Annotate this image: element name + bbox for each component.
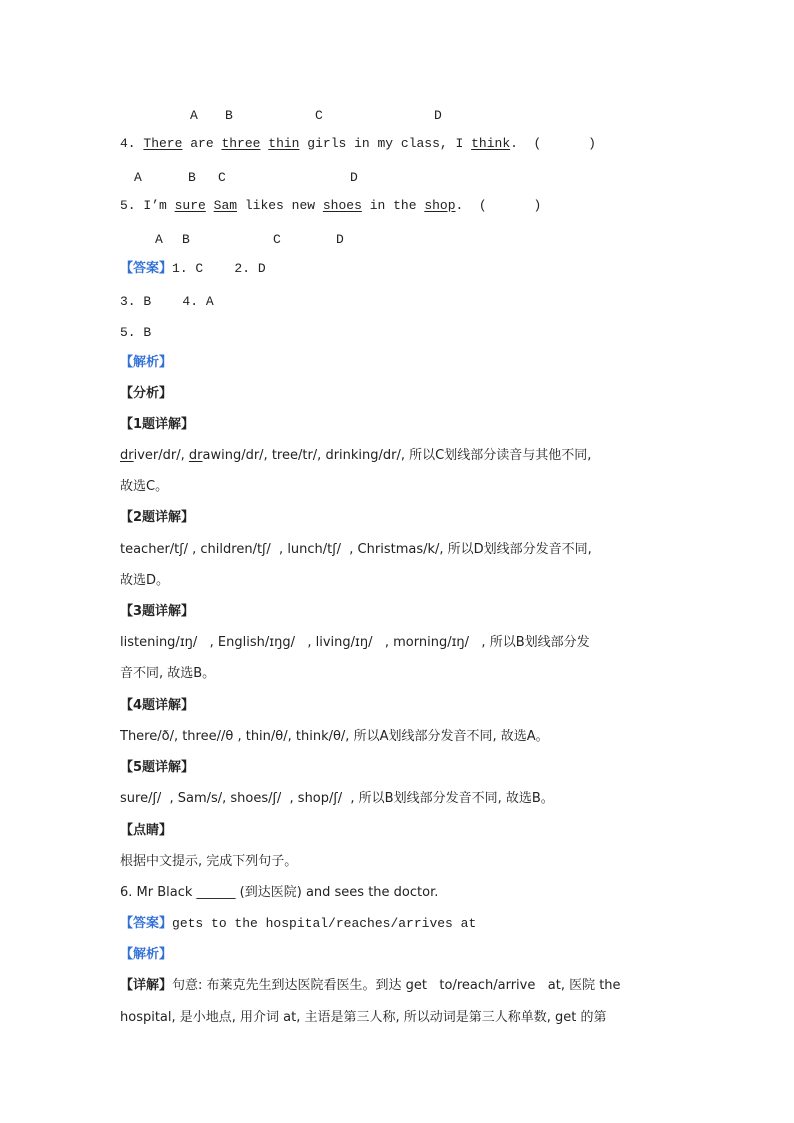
q6-analysis-tag: 【解析】	[120, 947, 173, 962]
detail-4-heading: 【4题详解】	[120, 698, 195, 713]
option-a: A	[134, 170, 142, 185]
detail-1-heading: 【1题详解】	[120, 417, 195, 432]
analysis-tag: 【解析】	[120, 355, 173, 370]
detail-5-text: sure/ʃ/ , Sam/s/, shoes/ʃ/ , shop/ʃ/ , 所以B划线部分发音不同, 故选B。	[120, 791, 554, 806]
detail-3-text: listening/ɪŋ/ , English/ɪŋg/ , living/ɪŋ/ , morning/ɪŋ/ , 所以B划线部分发	[120, 635, 590, 650]
answer-tag: 【答案】	[120, 916, 173, 931]
tips-heading: 【点睛】	[120, 823, 173, 838]
answer-tag: 【答案】	[120, 261, 173, 276]
option-b: B	[182, 232, 190, 247]
option-c: C	[218, 170, 226, 185]
detail-2-heading: 【2题详解】	[120, 510, 195, 525]
detail-2-conclusion: 故选D。	[120, 573, 170, 588]
q6-answer: 【答案】gets to the hospital/reaches/arrives at	[120, 916, 477, 931]
detail-3-heading: 【3题详解】	[120, 604, 195, 619]
option-d: D	[336, 232, 344, 247]
detail-3-conclusion: 音不同, 故选B。	[120, 666, 216, 681]
option-c: C	[315, 108, 323, 123]
detail-5-heading: 【5题详解】	[120, 760, 195, 775]
answer-line: 5. B	[120, 325, 152, 340]
question-6: 6. Mr Black ______ (到达医院) and sees the doctor.	[120, 885, 439, 900]
detail-1-text: driver/dr/, drawing/dr/, tree/tr/, drinking/dr/, 所以C划线部分读音与其他不同,	[120, 448, 592, 463]
option-c: C	[273, 232, 281, 247]
answer-block: 【答案】1. C 2. D	[120, 261, 266, 276]
instruction-text: 根据中文提示, 完成下列句子。	[120, 854, 298, 869]
answer-line: 3. B 4. A	[120, 294, 214, 309]
question-4: 4. There are three thin girls in my class, I think. ( )	[120, 136, 596, 151]
option-b: B	[188, 170, 196, 185]
option-a: A	[190, 108, 198, 123]
detail-4-text: There/ð/, three//θ , thin/θ/, think/θ/, 所以A划线部分发音不同, 故选A。	[120, 729, 549, 744]
detail-text: hospital, 是小地点, 用介词 at, 主语是第三人称, 所以动词是第三人称单数, get 的第	[120, 1010, 607, 1025]
detail-2-text: teacher/tʃ/ , children/tʃ/ , lunch/tʃ/ , Christmas/k/, 所以D划线部分发音不同,	[120, 542, 592, 557]
analysis-heading: 【分析】	[120, 386, 173, 401]
detail-1-conclusion: 故选C。	[120, 479, 169, 494]
option-a: A	[155, 232, 163, 247]
option-d: D	[350, 170, 358, 185]
detail-text: 【详解】句意: 布莱克先生到达医院看医生。到达 get to/reach/arrive at, 医院 the	[120, 978, 621, 993]
question-5: 5. I’m sure Sam likes new shoes in the shop. ( )	[120, 198, 542, 213]
option-b: B	[225, 108, 233, 123]
option-d: D	[434, 108, 442, 123]
